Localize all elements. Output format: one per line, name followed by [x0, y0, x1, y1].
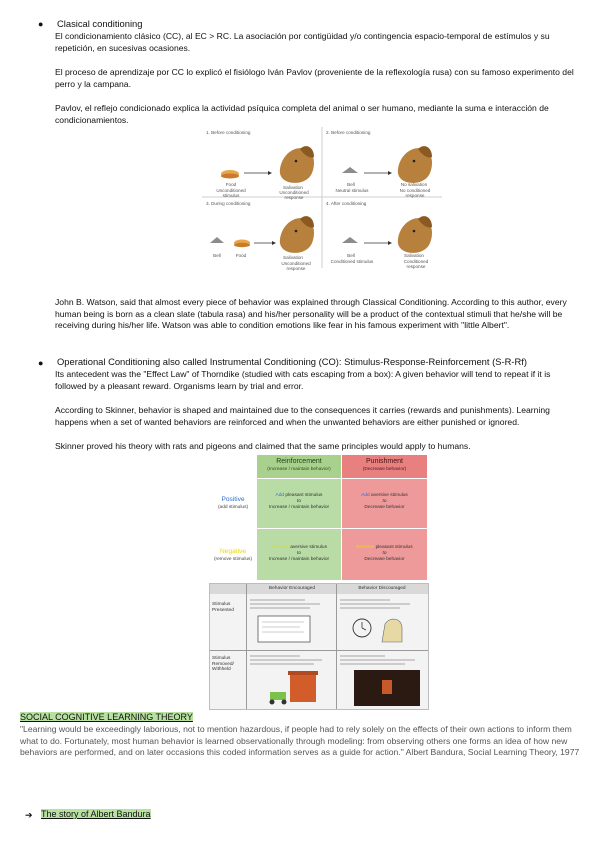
figure-label: Bell	[213, 253, 221, 258]
row-positive-sub: (add stimulus)	[217, 505, 249, 510]
cell-negative-punishment: Remove pleasant stimulus to Decrease behavior	[342, 529, 427, 580]
bandura-quote: "Learning would be exceedingly laborious, not to mention hazardous, if people had to rely solely on the effects of their own actions to inform them what to do. Fortunately, most human behavior is learned observationally through modeling: from observing others one forms an idea of how new behaviors are performed, and on later occasions this coded information serves as a guide for action." Albert Bandura, Social Learning Theory, 1977	[20, 724, 580, 758]
reinforcement-punishment-table	[205, 455, 427, 580]
figure-label: Salivation	[283, 185, 303, 190]
header-reinforcement: Reinforcement (Increase / maintain behavior)	[257, 455, 341, 478]
figure-label: Neutral stimulus	[335, 188, 369, 193]
panel-title: 4. After conditioning	[326, 201, 367, 206]
examples-illustrations	[210, 584, 428, 709]
bullet-marker: ●	[38, 358, 44, 368]
operant-examples-figure	[209, 583, 429, 710]
row-negative-sub: (remove stimulus)	[213, 557, 253, 562]
examples-col2: Behavior Discouraged	[358, 586, 406, 591]
figure-label: No conditioned response	[399, 188, 431, 198]
paragraph: Its antecedent was the "Effect Law" of Thorndike (studied with cats escaping from a box): A given behavior will tend to repeat if it is followed by a pleasant reward. Organisms learn by trial and error.	[55, 369, 551, 391]
figure-label: Food	[225, 182, 237, 187]
row-positive-title: Positive	[221, 496, 245, 503]
examples-row2: Stimulus Removed/ Withheld	[212, 656, 234, 673]
bullet-marker: ●	[38, 19, 44, 29]
panel-title: 1. Before conditioning	[206, 130, 251, 135]
row-negative-title: Negative	[219, 548, 247, 555]
paragraph: Skinner proved his theory with rats and pigeons and claimed that the same principles would apply to humans.	[55, 441, 471, 451]
arrow-icon: ➔	[25, 810, 33, 820]
header-punishment: Punishment (Decrease behavior)	[342, 455, 427, 478]
paragraph: El condicionamiento clásico (CC), al EC > RC. La asociación por contigüidad y/o contingencia espacio-temporal de estímulos y su repetición, en sucesivas ocasiones.	[55, 31, 550, 53]
figure-label: Conditioned stimulus	[330, 259, 374, 264]
figure-label: Food	[235, 253, 247, 258]
examples-col1: Behavior Encouraged	[268, 586, 316, 591]
pavlov-experiment-figure	[202, 127, 442, 271]
social-cognitive-heading: SOCIAL COGNITIVE LEARNING THEORY	[20, 712, 193, 722]
figure-label: Salivation	[404, 253, 424, 258]
paragraph: Pavlov, el reflejo condicionado explica la actividad psíquica completa del animal o ser humano, mediante la suma e interacción de condicionamientos.	[55, 103, 549, 125]
cell-positive-reinforcement: Add pleasant stimulus to Increase / maintain behavior	[257, 479, 341, 528]
figure-label: Bell	[347, 253, 355, 258]
operational-conditioning-heading: Operational Conditioning also called Instrumental Conditioning (CO): Stimulus-Response-Reinforcement (S-R-Rf)	[57, 356, 527, 367]
bandura-story-link[interactable]: The story of Albert Bandura	[41, 809, 151, 819]
panel-title: 2. Before conditioning	[326, 130, 371, 135]
figure-label: Unconditioned response	[279, 190, 309, 200]
figure-label: Bell	[347, 182, 355, 187]
figure-label: Conditioned response	[403, 259, 429, 269]
figure-label: Unconditioned response	[281, 261, 311, 271]
paragraph: El proceso de aprendizaje por CC lo explicó el fisiólogo Iván Pavlov (proveniente de la reflexología rusa) con su famoso experimento del perro y la campana.	[55, 67, 574, 89]
watson-paragraph: John B. Watson, said that almost every piece of behavior was explained through Classical Conditioning. According to this author, every human being is born as a clean slate (tabula rasa) and his/her personality will be a product of the contextual stimuli that he/she will be receiving during his/her life. Watson was able to condition emotions like fear in his famous experiment with "little Albert".	[55, 297, 567, 331]
cell-positive-punishment: Add aversive stimulus to Decrease behavior	[342, 479, 427, 528]
figure-label: Salivation	[283, 255, 303, 260]
examples-row1: Stimulus Presented	[212, 602, 234, 613]
figure-label: No salivation	[400, 182, 428, 187]
cell-negative-reinforcement: Remove aversive stimulus to Increase / maintain behavior	[257, 529, 341, 580]
panel-title: 3. During conditioning	[206, 201, 251, 206]
classical-conditioning-heading: Clasical conditioning	[57, 18, 143, 29]
paragraph: According to Skinner, behavior is shaped and maintained due to the consequences it carries (rewards and punishments). Learning happens when a set of wanted behaviors are reinforced and when the unwanted behaviors are either punished or ignored.	[55, 405, 550, 427]
figure-label: Unconditioned stimulus	[216, 188, 246, 198]
